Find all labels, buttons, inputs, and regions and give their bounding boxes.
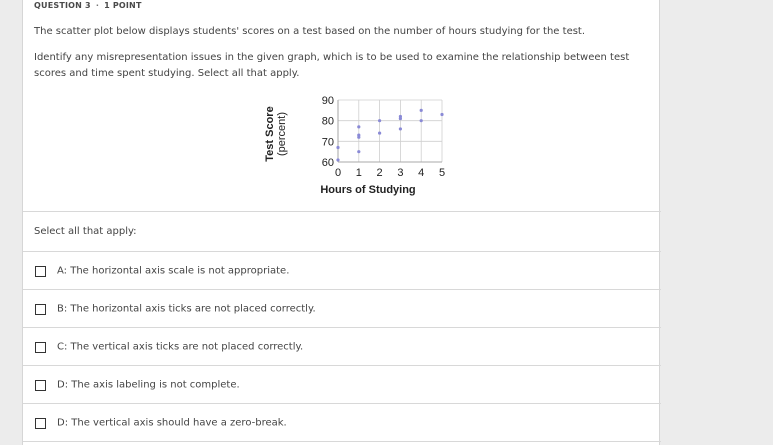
divider [23,211,661,212]
answer-option-b-label: B: The horizontal axis ticks are not placed correctly. [57,303,316,314]
data-point [336,146,339,149]
x-tick-label: 0 [334,167,342,179]
data-point [357,134,360,137]
data-point [420,119,423,122]
x-tick-label: 1 [355,167,362,179]
x-tick-label: 2 [376,167,383,179]
data-point [420,109,423,112]
header-separator: · [95,1,100,10]
answer-option-d[interactable] [23,366,661,403]
scatter-plot [258,90,446,200]
data-point [336,158,339,161]
checkbox-a[interactable] [35,266,46,277]
data-point [378,131,381,134]
x-axis-label: Hours of Studying [320,184,416,196]
data-point [399,115,402,118]
answer-option-b[interactable] [23,290,661,327]
answer-option-d-label: D: The axis labeling is not complete. [57,379,240,390]
divider [23,441,661,442]
right-panel [661,0,773,445]
data-point [378,119,381,122]
y-axis-label-line2: (percent) [276,111,288,157]
x-tick-label: 3 [397,167,404,179]
answer-option-e-label: D: The vertical axis should have a zero-break. [57,417,287,428]
answer-option-a-label: A: The horizontal axis scale is not appropriate. [57,265,290,276]
data-point [399,127,402,130]
question-card [22,0,660,445]
data-point [357,150,360,153]
x-tick-label: 4 [418,167,425,179]
y-tick-label: 80 [321,115,334,128]
answer-option-a[interactable] [23,252,661,289]
answer-option-c[interactable] [23,328,661,365]
checkbox-b[interactable] [35,304,46,315]
answer-option-c-label: C: The vertical axis ticks are not placed correctly. [57,341,304,352]
question-prompt-task: Identify any misrepresentation issues in the given graph, which is to be used to examine the relationship between test scores and time spent studying. Select all that apply. [34,52,630,79]
left-margin [0,0,22,445]
x-tick-label: 5 [438,167,446,179]
checkbox-c[interactable] [35,342,46,353]
checkbox-d[interactable] [35,380,46,391]
y-axis-label-line1: Test Score [264,106,276,162]
y-tick-label: 70 [321,136,334,149]
y-tick-label: 60 [321,157,334,169]
select-all-label: Select all that apply: [34,226,137,237]
question-number: QUESTION 3 [34,1,91,10]
y-tick-label: 90 [321,95,334,107]
checkbox-e[interactable] [35,418,46,429]
answer-option-e[interactable] [23,404,661,441]
plot-grid [338,100,442,162]
data-point [357,125,360,128]
data-point [440,113,443,116]
question-header [34,1,142,10]
question-prompt-intro: The scatter plot below displays students' scores on a test based on the number of hours studying for the test. [34,26,586,37]
question-points: 1 POINT [104,1,142,10]
